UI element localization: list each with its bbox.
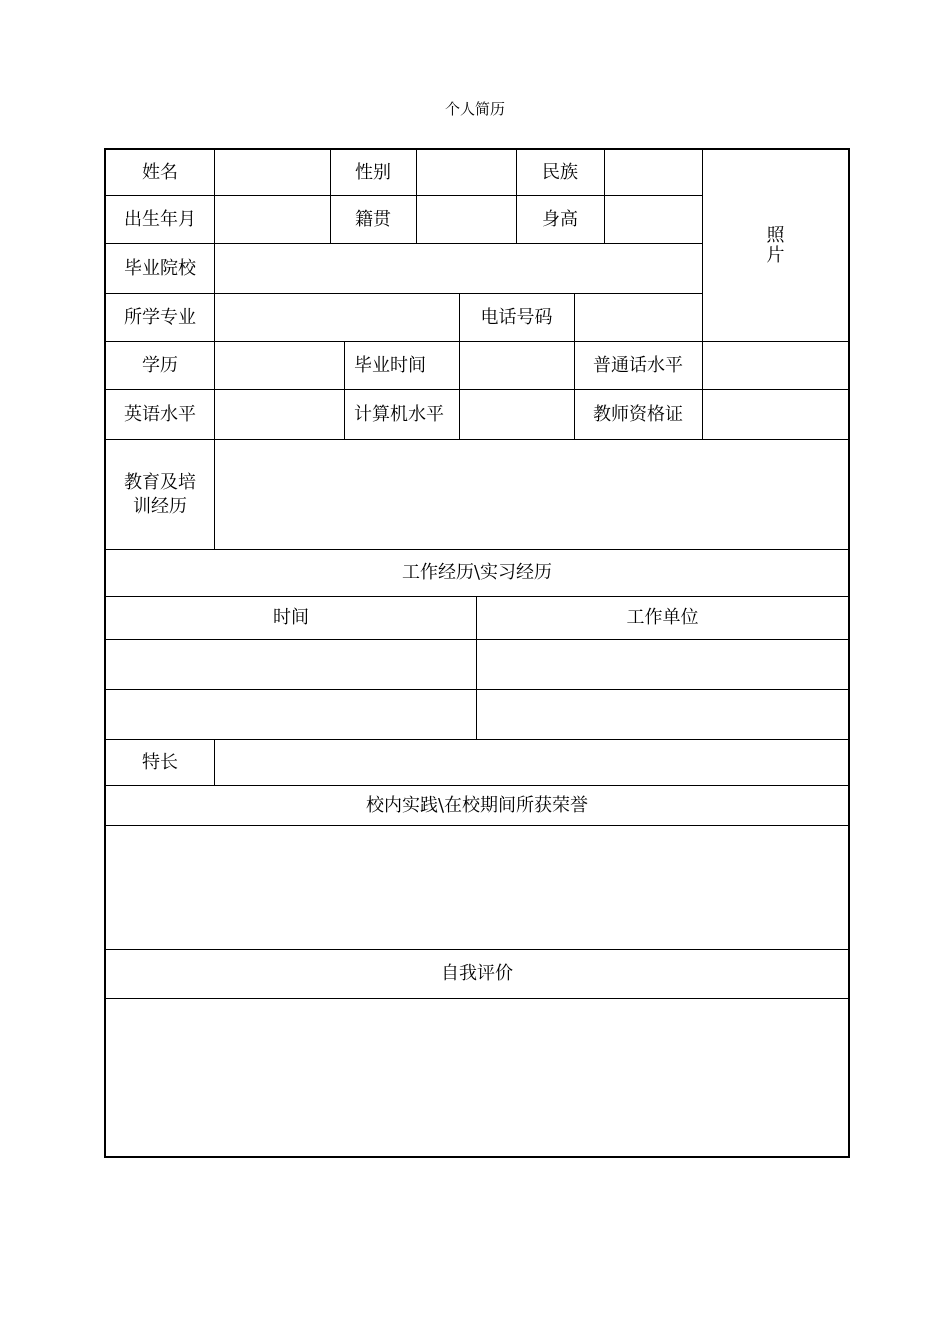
mandarin-field[interactable] bbox=[703, 342, 848, 389]
label-teacher-cert: 教师资格证 bbox=[593, 403, 683, 425]
label-ethnicity: 民族 bbox=[542, 161, 578, 183]
self-eval-field[interactable] bbox=[106, 999, 848, 1156]
label-training-line2: 训经历 bbox=[133, 495, 187, 517]
label-mandarin: 普通话水平 bbox=[593, 354, 683, 376]
work-time-header: 时间 bbox=[273, 607, 309, 628]
work-unit-header: 工作单位 bbox=[626, 607, 699, 628]
name-field[interactable] bbox=[215, 150, 330, 195]
school-field[interactable] bbox=[215, 244, 702, 293]
work-time-field-2[interactable] bbox=[106, 690, 476, 739]
work-time-field-1[interactable] bbox=[106, 640, 476, 689]
label-computer: 计算机水平 bbox=[354, 403, 444, 425]
campus-field[interactable] bbox=[106, 826, 848, 949]
photo-label-line2: 片 bbox=[766, 244, 785, 266]
teacher-cert-field[interactable] bbox=[703, 390, 848, 439]
label-education: 学历 bbox=[142, 354, 178, 376]
work-unit-field-2[interactable] bbox=[477, 690, 848, 739]
birth-field[interactable] bbox=[215, 196, 330, 243]
label-height: 身高 bbox=[542, 208, 578, 230]
photo-area[interactable] bbox=[703, 150, 848, 341]
label-major: 所学专业 bbox=[124, 306, 196, 328]
label-school: 毕业院校 bbox=[124, 257, 196, 279]
ethnicity-field[interactable] bbox=[605, 150, 702, 195]
label-training-line1: 教育及培 bbox=[124, 471, 196, 493]
specialty-field[interactable] bbox=[215, 740, 848, 785]
label-name: 姓名 bbox=[142, 161, 178, 183]
label-phone: 电话号码 bbox=[480, 306, 553, 328]
label-training bbox=[106, 440, 214, 549]
education-field[interactable] bbox=[215, 342, 344, 389]
height-field[interactable] bbox=[605, 196, 702, 243]
label-english: 英语水平 bbox=[124, 403, 196, 425]
label-gender: 性别 bbox=[355, 161, 391, 183]
gender-field[interactable] bbox=[417, 150, 516, 195]
major-field[interactable] bbox=[215, 294, 459, 341]
resume-form bbox=[104, 148, 850, 1158]
training-field[interactable] bbox=[215, 440, 848, 549]
work-unit-field-1[interactable] bbox=[477, 640, 848, 689]
phone-field[interactable] bbox=[575, 294, 702, 341]
label-native-place: 籍贯 bbox=[355, 208, 391, 230]
page-title: 个人简历 bbox=[444, 100, 505, 118]
self-eval-section-header: 自我评价 bbox=[441, 963, 513, 984]
work-section-header: 工作经历\实习经历 bbox=[401, 562, 553, 583]
label-grad-time: 毕业时间 bbox=[354, 354, 426, 376]
photo-label-line1: 照 bbox=[766, 224, 785, 246]
native-place-field[interactable] bbox=[417, 196, 516, 243]
label-birth: 出生年月 bbox=[124, 208, 196, 230]
grad-time-field[interactable] bbox=[460, 342, 574, 389]
computer-field[interactable] bbox=[460, 390, 574, 439]
english-field[interactable] bbox=[215, 390, 344, 439]
campus-section-header: 校内实践\在校期间所获荣誉 bbox=[365, 794, 589, 816]
label-specialty: 特长 bbox=[142, 751, 178, 773]
